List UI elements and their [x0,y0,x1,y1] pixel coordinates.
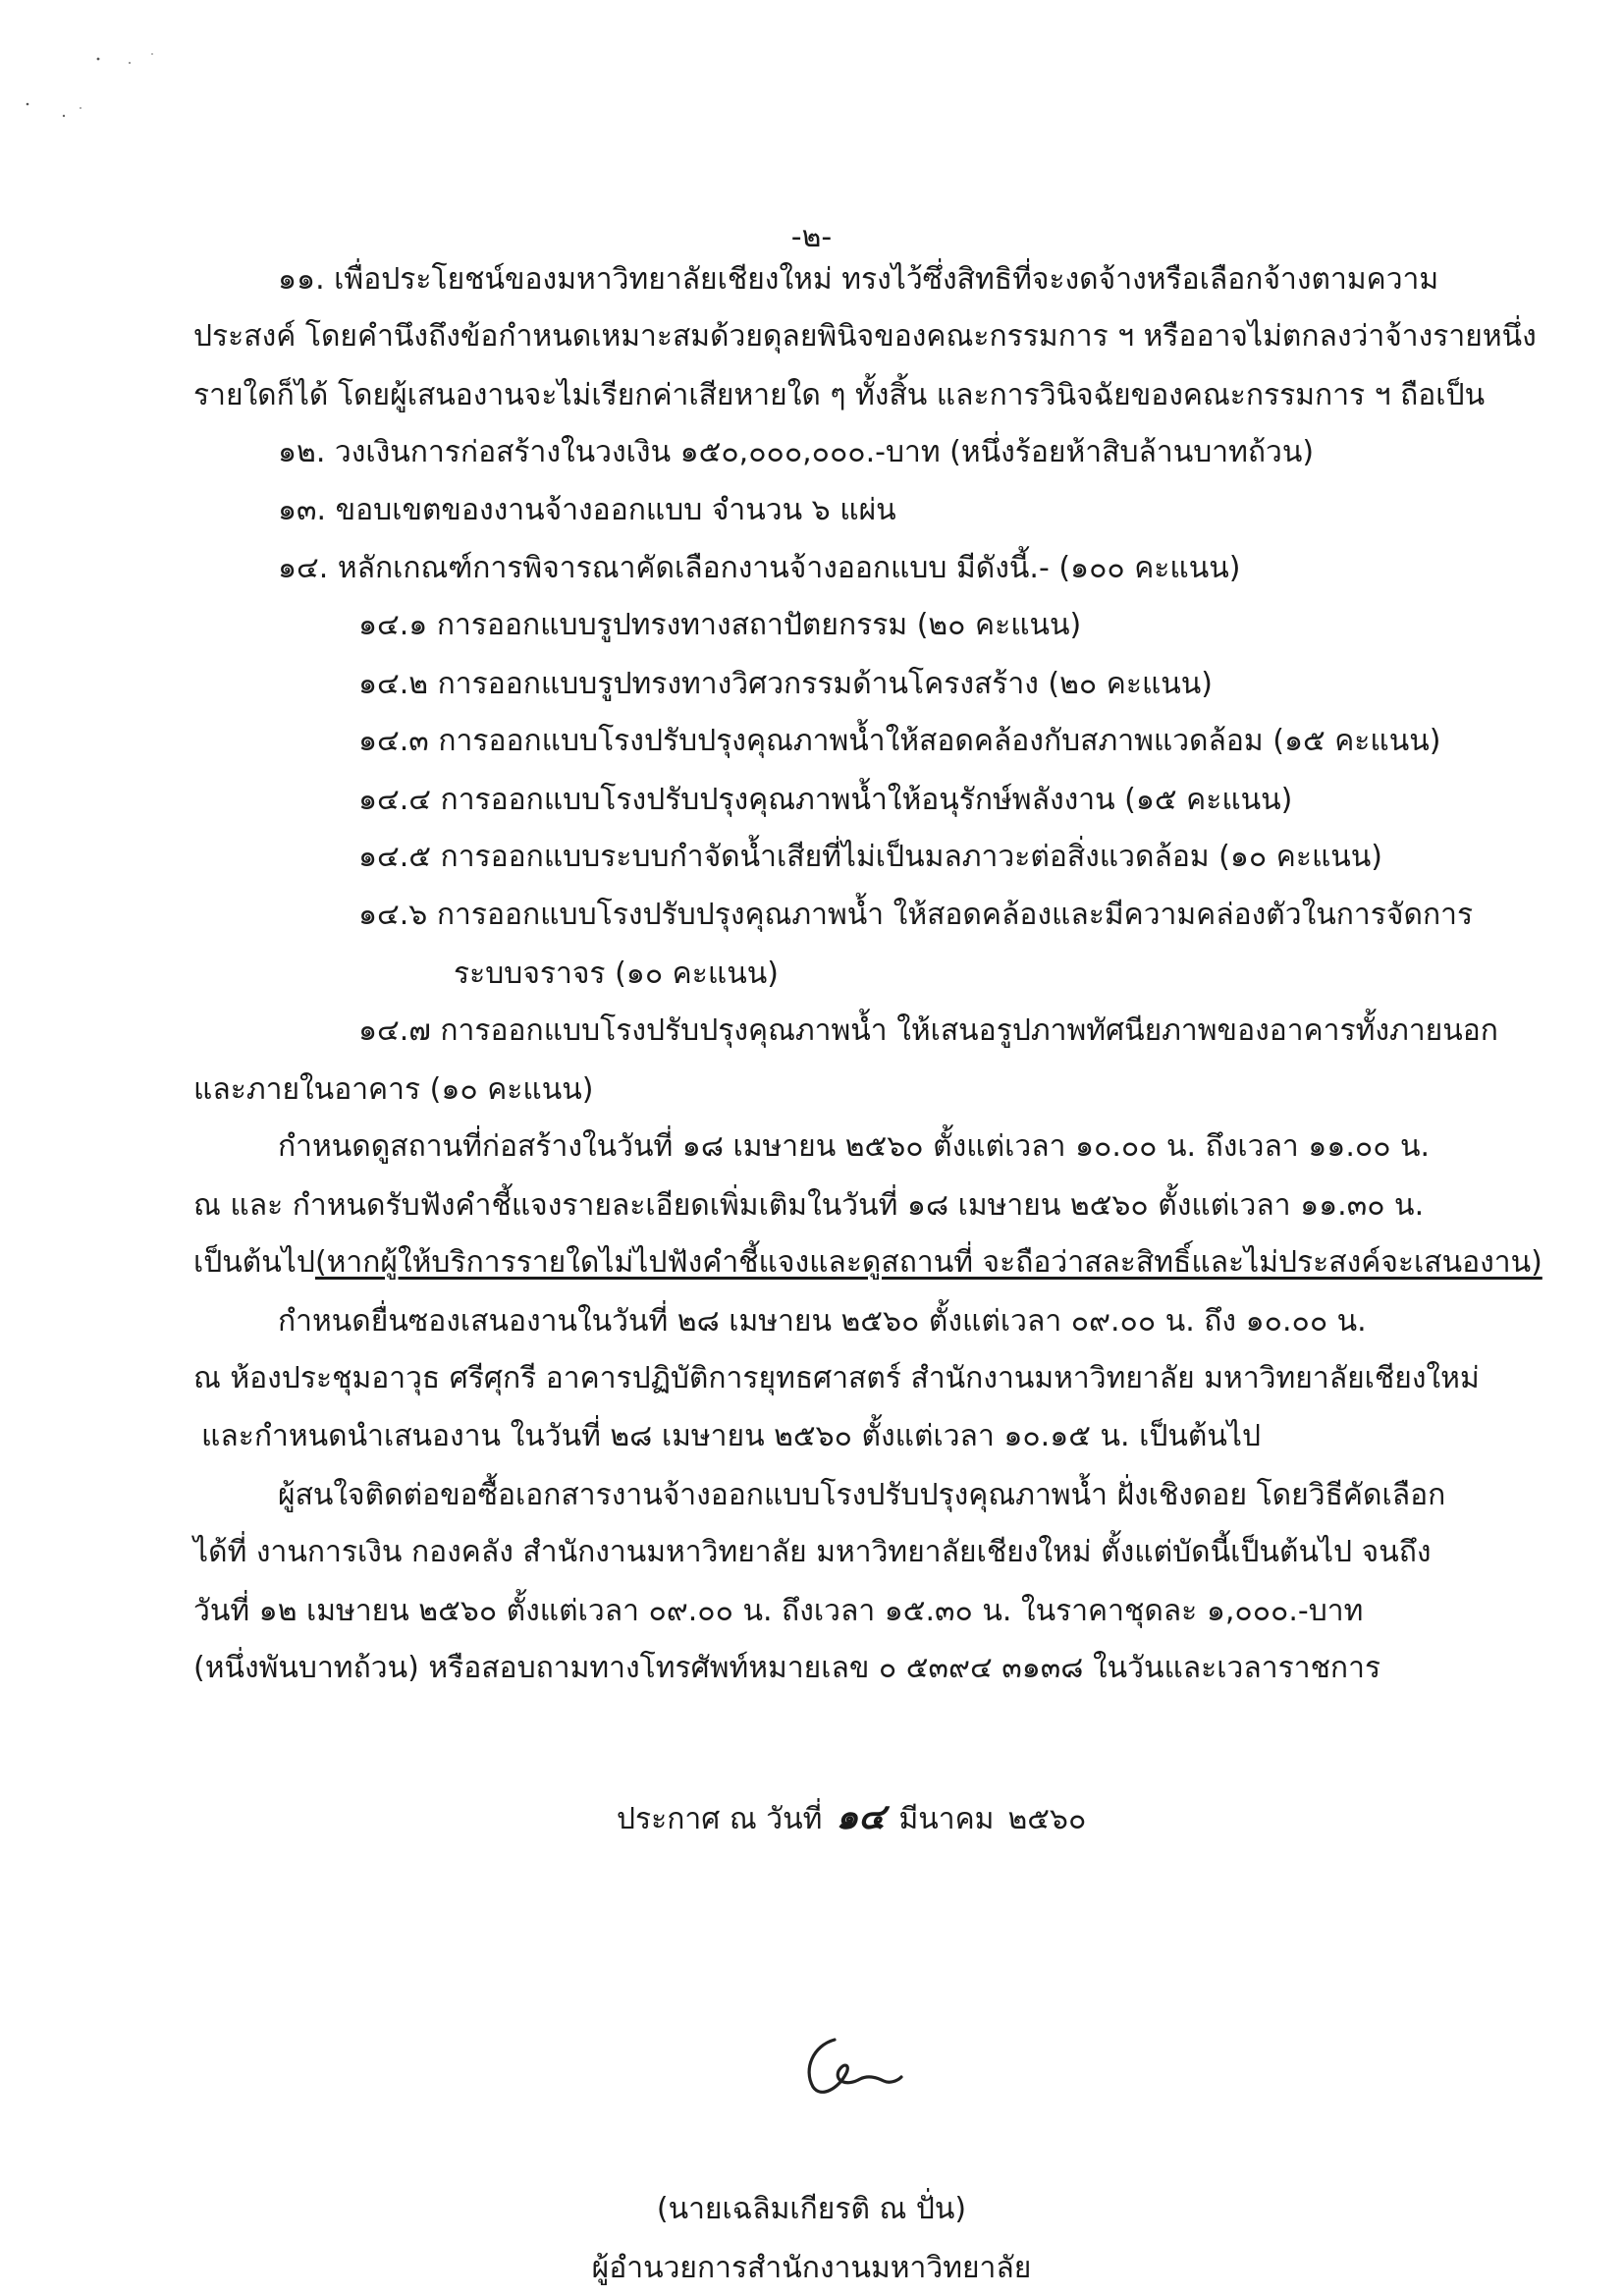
clause-14-6-line-2: ระบบจราจร (๑๐ คะแนน) [454,957,779,991]
clause-14-2: ๑๔.๒ การออกแบบรูปทรงทางวิศวกรรมด้านโครงสร้าง (๒๐ คะแนน) [358,667,1213,701]
clause-14-5: ๑๔.๕ การออกแบบระบบกำจัดน้ำเสียที่ไม่เป็นมลภาวะต่อสิ่งแวดล้อม (๑๐ คะแนน) [358,840,1382,874]
purchase-line-4: (หนึ่งพันบาทถ้วน) หรือสอบถามทางโทรศัพท์หมายเลข ๐ ๕๓๙๔ ๓๑๓๘ ในวันและเวลาราชการ [193,1651,1381,1685]
announce-month: มีนาคม [898,1802,995,1836]
announce-prefix: ประกาศ ณ วันที่ [617,1802,823,1836]
clause-13: ๑๓. ขอบเขตของงานจ้างออกแบบ จำนวน ๖ แผ่น [278,493,896,527]
clause-14-7-line-2: และภายในอาคาร (๑๐ คะแนน) [193,1072,594,1107]
clause-14-1: ๑๔.๑ การออกแบบรูปทรงทางสถาปัตยกรรม (๒๐ คะแนน) [358,608,1082,642]
announce-day: ๑๔ [836,1796,886,1837]
clause-14-3: ๑๔.๓ การออกแบบโรงปรับปรุงคุณภาพน้ำให้สอดคล้องกับสภาพแวดล้อม (๑๕ คะแนน) [358,724,1441,758]
scan-specks [20,49,167,128]
clause-14-7-line-1: ๑๔.๗ การออกแบบโรงปรับปรุงคุณภาพน้ำ ให้เสนอรูปภาพทัศนียภาพของอาคารทั้งภายนอก [358,1013,1498,1048]
signer-position-1: ผู้อำนวยการสำนักงานมหาวิทยาลัย [591,2251,1032,2285]
clause-14-4: ๑๔.๔ การออกแบบโรงปรับปรุงคุณภาพน้ำให้อนุรักษ์พลังงาน (๑๕ คะแนน) [358,783,1293,817]
clause-12: ๑๒. วงเงินการก่อสร้างในวงเงิน ๑๕๐,๐๐๐,๐๐๐.-บาท (หนึ่งร้อยห้าสิบล้านบาทถ้วน) [278,435,1315,469]
submission-line-1: กำหนดยื่นซองเสนองานในวันที่ ๒๘ เมษายน ๒๕๖๐ ตั้งแต่เวลา ๐๙.๐๐ น. ถึง ๑๐.๐๐ น. [278,1304,1367,1339]
site-visit-line-1: กำหนดดูสถานที่ก่อสร้างในวันที่ ๑๘ เมษายน ๒๕๖๐ ตั้งแต่เวลา ๑๐.๐๐ น. ถึงเวลา ๑๑.๐๐ น. [278,1129,1431,1164]
submission-line-3: และกำหนดนำเสนองาน ในวันที่ ๒๘ เมษายน ๒๕๖๐ ตั้งแต่เวลา ๑๐.๑๕ น. เป็นต้นไป [201,1419,1262,1453]
site-visit-line-2: ณ และ กำหนดรับฟังคำชี้แจงรายละเอียดเพิ่มเติมในวันที่ ๑๘ เมษายน ๒๕๖๐ ตั้งแต่เวลา ๑๑.๓๐ น. [193,1188,1425,1223]
signature [795,2028,903,2106]
clause-11-line-1: ๑๑. เพื่อประโยชน์ของมหาวิทยาลัยเชียงใหม่ ทรงไว้ซึ่งสิทธิที่จะงดจ้างหรือเลือกจ้างตามความ [278,262,1439,297]
site-visit-prefix: เป็นต้นไป [193,1245,315,1280]
signer-name: (นายเฉลิมเกียรติ ณ ปั่น) [656,2192,967,2226]
clause-11-line-3: รายใดก็ได้ โดยผู้เสนองานจะไม่เรียกค่าเสียหายใด ๆ ทั้งสิ้น และการวินิจฉัยของคณะกรรมการ ฯ ถือเป็น [193,378,1486,412]
submission-line-2: ณ ห้องประชุมอาวุธ ศรีศุกรี อาคารปฏิบัติการยุทธศาสตร์ สำนักงานมหาวิทยาลัย มหาวิทยาลัยเชียงใหม่ [193,1361,1480,1395]
clause-11-line-2: ประสงค์ โดยคำนึงถึงข้อกำหนดเหมาะสมด้วยดุลยพินิจของคณะกรรมการ ฯ หรืออาจไม่ตกลงว่าจ้างรายหนึ่ง [193,319,1537,354]
clause-14: ๑๔. หลักเกณฑ์การพิจารณาคัดเลือกงานจ้างออกแบบ มีดังนี้.- (๑๐๐ คะแนน) [278,551,1241,585]
announcement-date [617,1797,1086,1839]
announce-year: ๒๕๖๐ [1007,1802,1087,1836]
purchase-line-1: ผู้สนใจติดต่อขอซื้อเอกสารงานจ้างออกแบบโรงปรับปรุงคุณภาพน้ำ ฝั่งเชิงดอย โดยวิธีคัดเลือก [278,1478,1446,1512]
clause-14-6-line-1: ๑๔.๖ การออกแบบโรงปรับปรุงคุณภาพน้ำ ให้สอดคล้องและมีความคล่องตัวในการจัดการ [358,898,1474,932]
purchase-line-2: ได้ที่ งานการเงิน กองคลัง สำนักงานมหาวิทยาลัย มหาวิทยาลัยเชียงใหม่ ตั้งแต่บัดนี้เป็นต้นไป จนถึง [193,1535,1432,1569]
purchase-line-3: วันที่ ๑๒ เมษายน ๒๕๖๐ ตั้งแต่เวลา ๐๙.๐๐ น. ถึงเวลา ๑๕.๓๐ น. ในราคาชุดละ ๑,๐๐๐.-บาท [193,1594,1364,1628]
site-visit-warning: (หากผู้ให้บริการรายใดไม่ไปฟังคำชี้แจงและดูสถานที่ จะถือว่าสละสิทธิ์และไม่ประสงค์จะเสนองาน) [314,1245,1542,1280]
page-number: -๒- [790,220,833,254]
site-visit-line-3 [193,1243,1542,1283]
